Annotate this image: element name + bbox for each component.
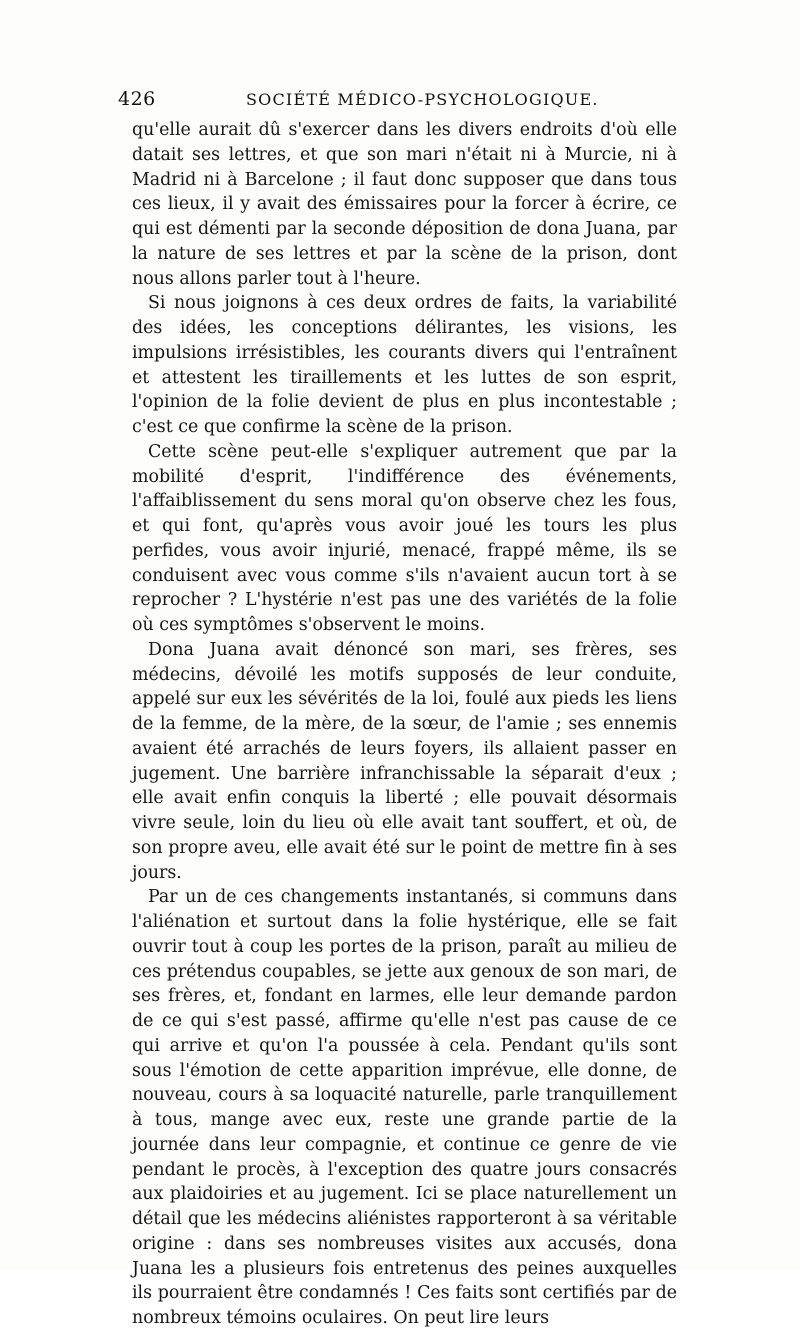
paragraph: Par un de ces changements instantanés, si communs dans l'aliénation et surtout dans la folie hystérique, elle se fait ouvrir tout à coup les portes de la prison, paraît au milieu de ces prétendus coupables, se jette aux genoux de son mari, de ses frères, et, fondant en larmes, elle leur demande pardon de ce qui s'est passé, affirme qu'elle n'est pas cause de ce qui arrive et qu'on l'a poussée à cela. Pendant qu'ils sont sous l'émotion de cette apparition imprévue, elle donne, de nouveau, cours à sa loquacité naturelle, parle tranquillement à tous, mange avec eux, reste une grande partie de la journée dans leur compagnie, et continue ce genre de vie pendant le procès, à l'exception des quatre jours consacrés aux plaidoiries et au jugement. Ici se place naturellement un détail que les médecins aliénistes rapporteront à sa véritable origine : dans ses nombreuses visites aux accusés, dona Juana les a plusieurs fois entretenus des peines auxquelles ils pourraient être condamnés ! Ces faits sont certifiés par de nombreux témoins oculaires. On peut lire leurs <box>132 887 677 1328</box>
page-header <box>118 88 678 112</box>
page-number: 426 <box>118 88 156 110</box>
paragraph: qu'elle aurait dû s'exercer dans les divers endroits d'où elle datait ses lettres, et que son mari n'était ni à Murcie, ni à Madrid ni à Barcelone ; il faut donc supposer que dans tous ces lieux, il y avait des émissaires pour la forcer à écrire, ce qui est démenti par la seconde déposition de dona Juana, par la nature de ses lettres et par la scène de la prison, dont nous allons parler tout à l'heure. <box>132 120 677 289</box>
running-head: SOCIÉTÉ MÉDICO-PSYCHOLOGIQUE. <box>246 90 599 109</box>
paragraph: Dona Juana avait dénoncé son mari, ses frères, ses médecins, dévoilé les motifs supposés de leur conduite, appelé sur eux les sévérités de la loi, foulé aux pieds les liens de la femme, de la mère, de la sœur, de l'amie ; ses ennemis avaient été arrachés de leurs foyers, ils allaient passer en jugement. Une barrière infranchissable la séparait d'eux ; elle avait enfin conquis la liberté ; elle pouvait désormais vivre seule, loin du lieu où elle avait tant souffert, et où, de son propre aveu, elle avait été sur le point de mettre fin à ses jours. <box>132 639 677 883</box>
paragraph: Si nous joignons à ces deux ordres de faits, la variabilité des idées, les conceptions délirantes, les visions, les impulsions irrésistibles, les courants divers qui l'entraînent et attestent les tiraillements et les luttes de son esprit, l'opinion de la folie devient de plus en plus incontestable ; c'est ce que confirme la scène de la prison. <box>132 293 677 437</box>
body-text <box>132 118 677 1331</box>
paragraph: Cette scène peut-elle s'expliquer autrement que par la mobilité d'esprit, l'indifférence des événements, l'affaiblissement du sens moral qu'on observe chez les fous, et qui font, qu'après vous avoir joué les tours les plus perfides, vous avoir injurié, menacé, frappé même, ils se conduisent avec vous comme s'ils n'avaient aucun tort à se reprocher ? L'hystérie n'est pas une des variétés de la folie où ces symptômes s'observent le moins. <box>132 441 677 635</box>
